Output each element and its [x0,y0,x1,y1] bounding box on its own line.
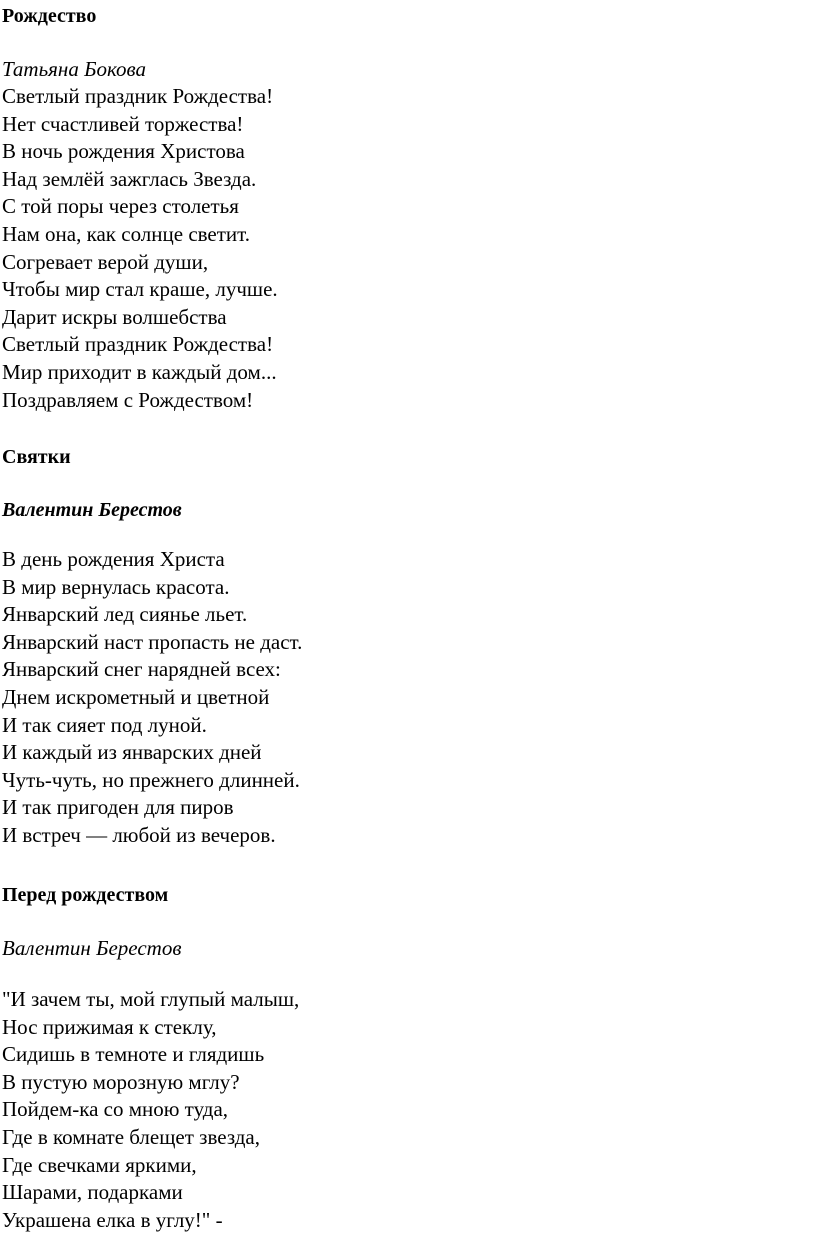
poem-author: Татьяна Бокова [2,57,146,81]
poem-line: Согревает верой души, [2,249,209,274]
poem-line: Нам она, как солнце светит. [2,221,251,246]
poem-line: Пойдем-ка со мною туда, [2,1097,229,1122]
poem-line: Дарит искры волшебства [2,304,227,329]
poem-line: Январский лед сиянье льет. [2,602,248,627]
poem-line: Где свечками яркими, [2,1152,197,1177]
poem-body [2,546,302,850]
poem-body [2,83,278,414]
poem-author: Валентин Берестов [2,936,182,960]
poem-title: Святки [2,446,71,468]
poem-line: Светлый праздник Рождества! [2,84,274,108]
poem-line: Январский снег нарядней всех: [2,657,281,682]
poem-line: Январский наст пропасть не даст. [2,629,303,654]
poem-line: И каждый из январских дней [2,740,262,765]
poem-line: И так пригоден для пиров [2,795,234,820]
poem-line: Мир приходит в каждый дом... [2,359,277,384]
poem-line: Светлый праздник Рождества! [2,332,274,357]
poem-line: В день рождения Христа [2,547,225,571]
poem-line: Украшена елка в углу!" - [2,1207,223,1232]
poem-author: Валентин Берестов [2,499,182,521]
poem-line: Поздравляем с Рождеством! [2,387,254,412]
poem-line: Чтобы мир стал краше, лучше. [2,277,278,302]
poem-line: Днем искрометный и цветной [2,684,270,709]
poem-line: И встреч — любой из вечеров. [2,822,276,847]
poem-line: В пустую морозную мглу? [2,1069,240,1094]
poem-body [2,986,299,1234]
poem-line: "И зачем ты, мой глупый малыш, [2,987,300,1011]
poem-line: Над землёй зажглась Звезда. [2,166,257,191]
poem-line: Сидишь в темноте и глядишь [2,1042,265,1067]
poem-title: Перед рождеством [2,884,169,906]
poem-line: Где в комнате блещет звезда, [2,1124,260,1149]
poem-line: Шарами, подарками [2,1180,183,1205]
poem-line: В мир вернулась красота. [2,574,230,599]
poem-line: Нет счастливей торжества! [2,111,244,136]
poem-line: И так сияет под луной. [2,712,207,737]
poem-line: Чуть-чуть, но прежнего длинней. [2,767,300,792]
poem-title: Рождество [2,5,97,27]
poem-line: Нос прижимая к стеклу, [2,1014,217,1039]
poem-line: В ночь рождения Христова [2,139,245,164]
poem-line: С той поры через столетья [2,194,239,219]
